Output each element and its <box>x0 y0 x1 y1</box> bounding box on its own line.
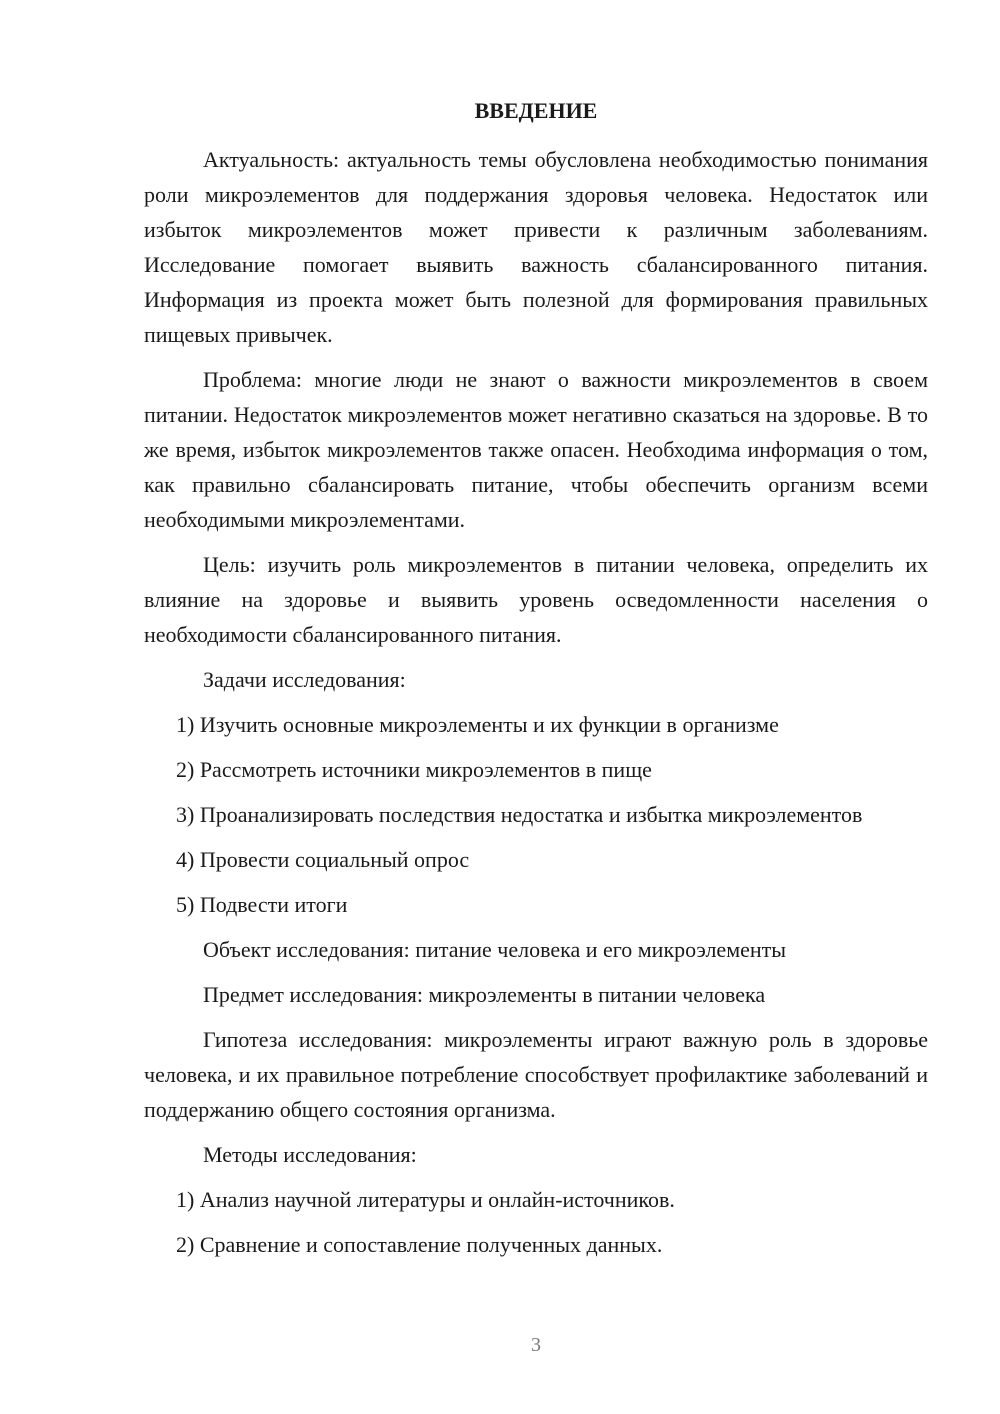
method-item-2: 2) Сравнение и сопоставление полученных данных. <box>176 1232 663 1257</box>
hypothesis-paragraph: Гипотеза исследования: микроэлементы играют важную роль в здоровье человека, и их правильное потребление способствует профилактике заболеваний и поддержанию общего состояния организма. <box>144 1027 928 1122</box>
subject-paragraph: Предмет исследования: микроэлементы в питании человека <box>203 982 766 1007</box>
relevance-paragraph: Актуальность: актуальность темы обусловлена необходимостью понимания роли микроэлементов для поддержания здоровья человека. Недостаток или избыток микроэлементов может привести к различным заболеваниям. Исследование помогает выявить важность сбалансированного питания. Информация из проекта может быть полезной для формирования правильных пищевых привычек. <box>144 147 928 347</box>
task-item-4: 4) Провести социальный опрос <box>176 847 470 872</box>
task-item-5: 5) Подвести итоги <box>176 892 348 917</box>
task-item-1: 1) Изучить основные микроэлементы и их функции в организме <box>176 712 779 737</box>
goal-paragraph: Цель: изучить роль микроэлементов в питании человека, определить их влияние на здоровье и выявить уровень осведомленности населения о необходимости сбалансированного питания. <box>144 552 928 647</box>
problem-paragraph: Проблема: многие люди не знают о важности микроэлементов в своем питании. Недостаток микроэлементов может негативно сказаться на здоровье. В то же время, избыток микроэлементов также опасен. Необходима информация о том, как правильно сбалансировать питание, чтобы обеспечить организм всеми необходимыми микроэлементами. <box>144 367 928 532</box>
method-item-1: 1) Анализ научной литературы и онлайн-источников. <box>176 1187 675 1212</box>
section-heading: ВВЕДЕНИЕ <box>474 98 598 123</box>
task-item-2: 2) Рассмотреть источники микроэлементов в пище <box>176 757 652 782</box>
task-item-3: 3) Проанализировать последствия недостатка и избытка микроэлементов <box>176 802 863 827</box>
object-paragraph: Объект исследования: питание человека и его микроэлементы <box>203 937 787 962</box>
document-body <box>144 142 928 1272</box>
methods-title: Методы исследования: <box>203 1142 417 1167</box>
tasks-title: Задачи исследования: <box>203 667 406 692</box>
page-number: 3 <box>531 1334 541 1356</box>
